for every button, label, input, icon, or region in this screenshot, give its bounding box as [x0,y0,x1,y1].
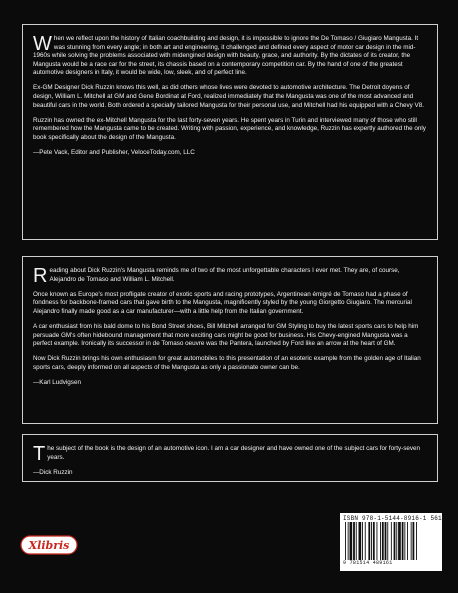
paragraph-text: he subject of the book is the design of an automotive icon. I am a car designer and have owned one of the subject cars for forty-seven years. [47,445,421,461]
blurb-paragraph [33,265,427,287]
publisher-logo [20,534,78,556]
paragraph-text: eading about Dick Ruzzin's Mangusta reminds me of two of the most unforgettable characters I ever met. They are, of course, Alejandro de Tomaso and William L. Mitchell. [49,267,400,283]
logo-wordmark: Xlibris [28,539,70,552]
paragraph-text: hen we reflect upon the history of Italian coachbuilding and design, it is impossible to ignore the De Tomaso / Giugiaro Mangusta. It was stunning from every angle; in both art and engineering, it challenged and defined every aspect of motor car design in the mid-1960s while solving the problems associated with midengined design with beauty, grace, and authority. By the dictates of its creator, the Mangusta would be a race car for the street, its chassis based on a contemporary competition car. By the hand of one of the greatest automotive designers in Italy, it would be wide, low, sleek, and of perfect line. [33,35,419,77]
blurb-credit: —Pete Vack, Editor and Publisher, VeloceToday.com, LLC [33,149,195,157]
blurb-credit: —Dick Ruzzin [33,468,73,476]
isbn-digits: 9 781514 489161 [343,560,393,566]
blurb-paragraph: Ruzzin has owned the ex-Mitchell Mangusta for the last forty-seven years. He spent years in Turin and interviewed many of those who still remembered how the Mangusta came to be created. Writing with passion, experience, and knowledge, Ruzzin has expertly authored the only book specifically about the design of the Mangusta. [33,116,426,141]
drop-cap: T [33,443,46,465]
barcode-bars-icon [343,522,439,560]
xlibris-logo-icon [20,534,78,556]
price-code: 56199 [430,515,450,522]
blurb-panel-vack [22,24,438,240]
blurb-paragraph: Once known as Europe's most profligate creator of exotic sports and racing prototypes, Argentinean émigré de Tomaso had a phase of fondness for backbone-framed cars that gave birth to the Mangusta, magnificently styled by the young Giorgetto Giugiaro. The mercurial Alejandro finally made good as a car manufacturer—with a little help from the Italian government. [33,290,412,315]
blurb-paragraph: Ex-GM Designer Dick Ruzzin knows this well, as did others whose lives were devoted to automotive architecture. The Detroit doyens of design, William L. Mitchell at GM and Gene Bordinat at Ford, realized immediately that the Mangusta was one of the most advanced and beautiful cars in the world. Both ordered a specially tailored Mangusta for their personal use, and Mitchell had his equipped with a Chevy V8. [33,84,424,109]
isbn-label: ISBN 978-1-5144-8916-1 56199 [343,515,450,522]
blurb-paragraph [33,443,427,465]
blurb-panel-ruzzin [22,434,438,482]
drop-cap: R [33,265,48,287]
blurb-paragraph: A car enthusiast from his bald dome to his Bond Street shoes, Bill Mitchell arranged for GM Styling to buy the latest sports cars to help him persuade GM's often hidebound management that more exciting cars might be good for business. His Chevy-engined Mangusta was a perfect example. Ironically its successor in de Tomaso oeuvre was the Pantera, launched by Ford like an arrow at the heart of GM. [33,322,419,348]
blurb-paragraph [33,35,427,78]
drop-cap: W [33,33,52,55]
blurb-paragraph: Now Dick Ruzzin brings his own enthusiasm for great automobiles to this presentation of an esoteric example from the golden age of Italian sports cars, deeply informed on all aspects of the Mangusta as only a passionate owner can be. [33,355,421,371]
blurb-panel-ludvigsen [22,256,438,424]
isbn-barcode [340,513,450,571]
blurb-credit: —Karl Ludvigsen [33,378,81,386]
